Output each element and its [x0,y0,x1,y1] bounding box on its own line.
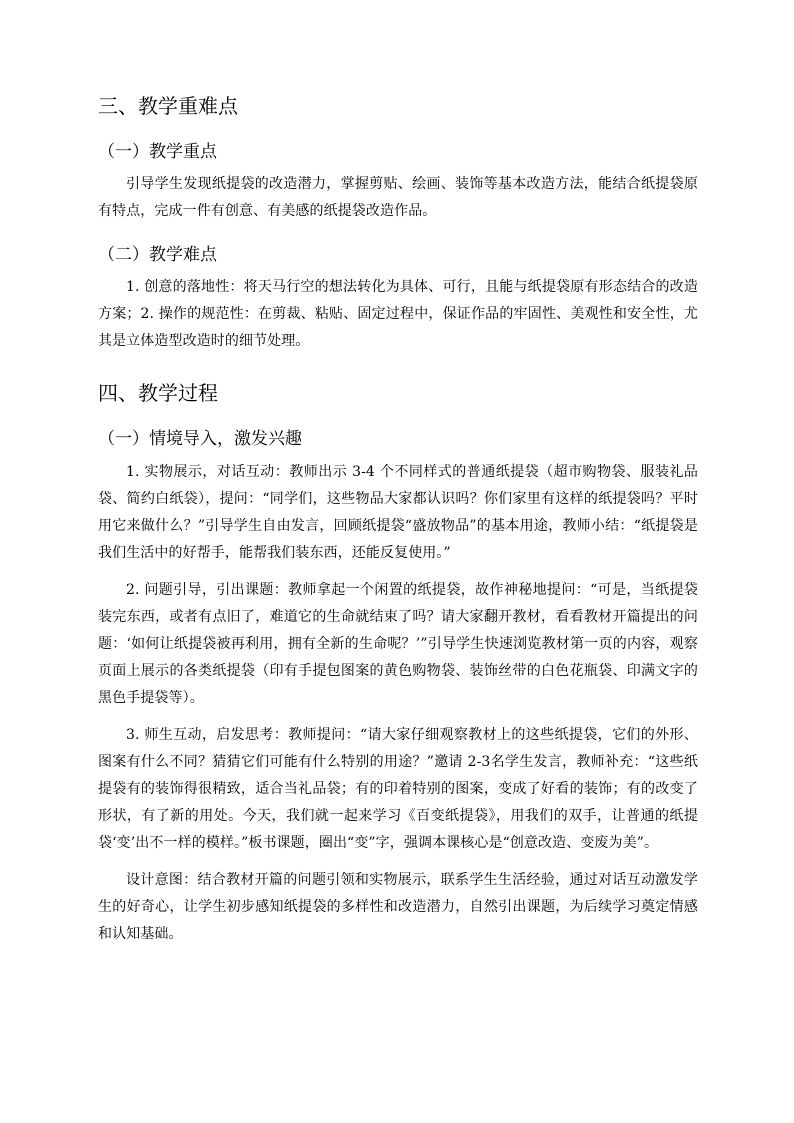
paragraph-key-points: 引导学生发现纸提袋的改造潜力，掌握剪贴、绘画、装饰等基本改造方法，能结合纸提袋原有特点，完成一件有创意、有美感的纸提袋改造作品。 [98,176,698,219]
subheading-key-points: （一）教学重点 [98,142,217,162]
section-heading-difficulties: 三、教学重难点 [98,94,238,118]
paragraph-step-1: 1. 实物展示，对话互动：教师出示 3-4 个不同样式的普通纸提袋（超市购物袋、服装礼品袋、简约白纸袋），提问：“同学们，这些物品大家都认识吗？你们家里有这样的纸提袋吗？平时用它来做什么？”引导学生自由发言，回顾纸提袋“盛放物品”的基本用途，教师小结：“纸提袋是我们生活中的好帮手，能帮我们装东西，还能反复使用。” [98,464,698,561]
paragraph-design-intent: 设计意图：结合教材开篇的问题引领和实物展示，联系学生生活经验，通过对话互动激发学生的好奇心，让学生初步感知纸提袋的多样性和改造潜力，自然引出课题，为后续学习奠定情感和认知基础。 [98,872,698,942]
paragraph-difficult-points: 1. 创意的落地性：将天马行空的想法转化为具体、可行，且能与纸提袋原有形态结合的改造方案；2. 操作的规范性：在剪裁、粘贴、固定过程中，保证作品的牢固性、美观性和安全性，尤其是立体造型改造时的细节处理。 [98,279,698,349]
subheading-difficult-points: （二）教学难点 [98,245,217,265]
paragraph-step-2: 2. 问题引导，引出课题：教师拿起一个闲置的纸提袋，故作神秘地提问：“可是，当纸提袋装完东西，或者有点旧了，难道它的生命就结束了吗？请大家翻开教材，看看教材开篇提出的问题：‘如何让纸提袋被再利用，拥有全新的生命呢？’”引导学生快速浏览教材第一页的内容，观察页面上展示的各类纸提袋（印有手提包图案的黄色购物袋、装饰丝带的白色花瓶袋、印满文字的黑色手提袋等）。 [98,582,698,706]
subheading-scenario-intro: （一）情境导入，激发兴趣 [98,429,302,449]
document-page [98,92,698,948]
section-heading-process: 四、教学过程 [98,381,218,405]
paragraph-step-3: 3. 师生互动，启发思考：教师提问：“请大家仔细观察教材上的这些纸提袋，它们的外形、图案有什么不同？猜猜它们可能有什么特别的用途？”邀请 2-3名学生发言，教师补充：“这些纸提袋有的装饰得很精致，适合当礼品袋；有的印着特别的图案，变成了好看的装饰；有的改变了形状，有了新的用处。今天，我们就一起来学习《百变纸提袋》，用我们的双手，让普通的纸提袋‘变’出不一样的模样。”板书课题，圈出“变”字，强调本课核心是“创意改造、变废为美”。 [98,727,698,851]
